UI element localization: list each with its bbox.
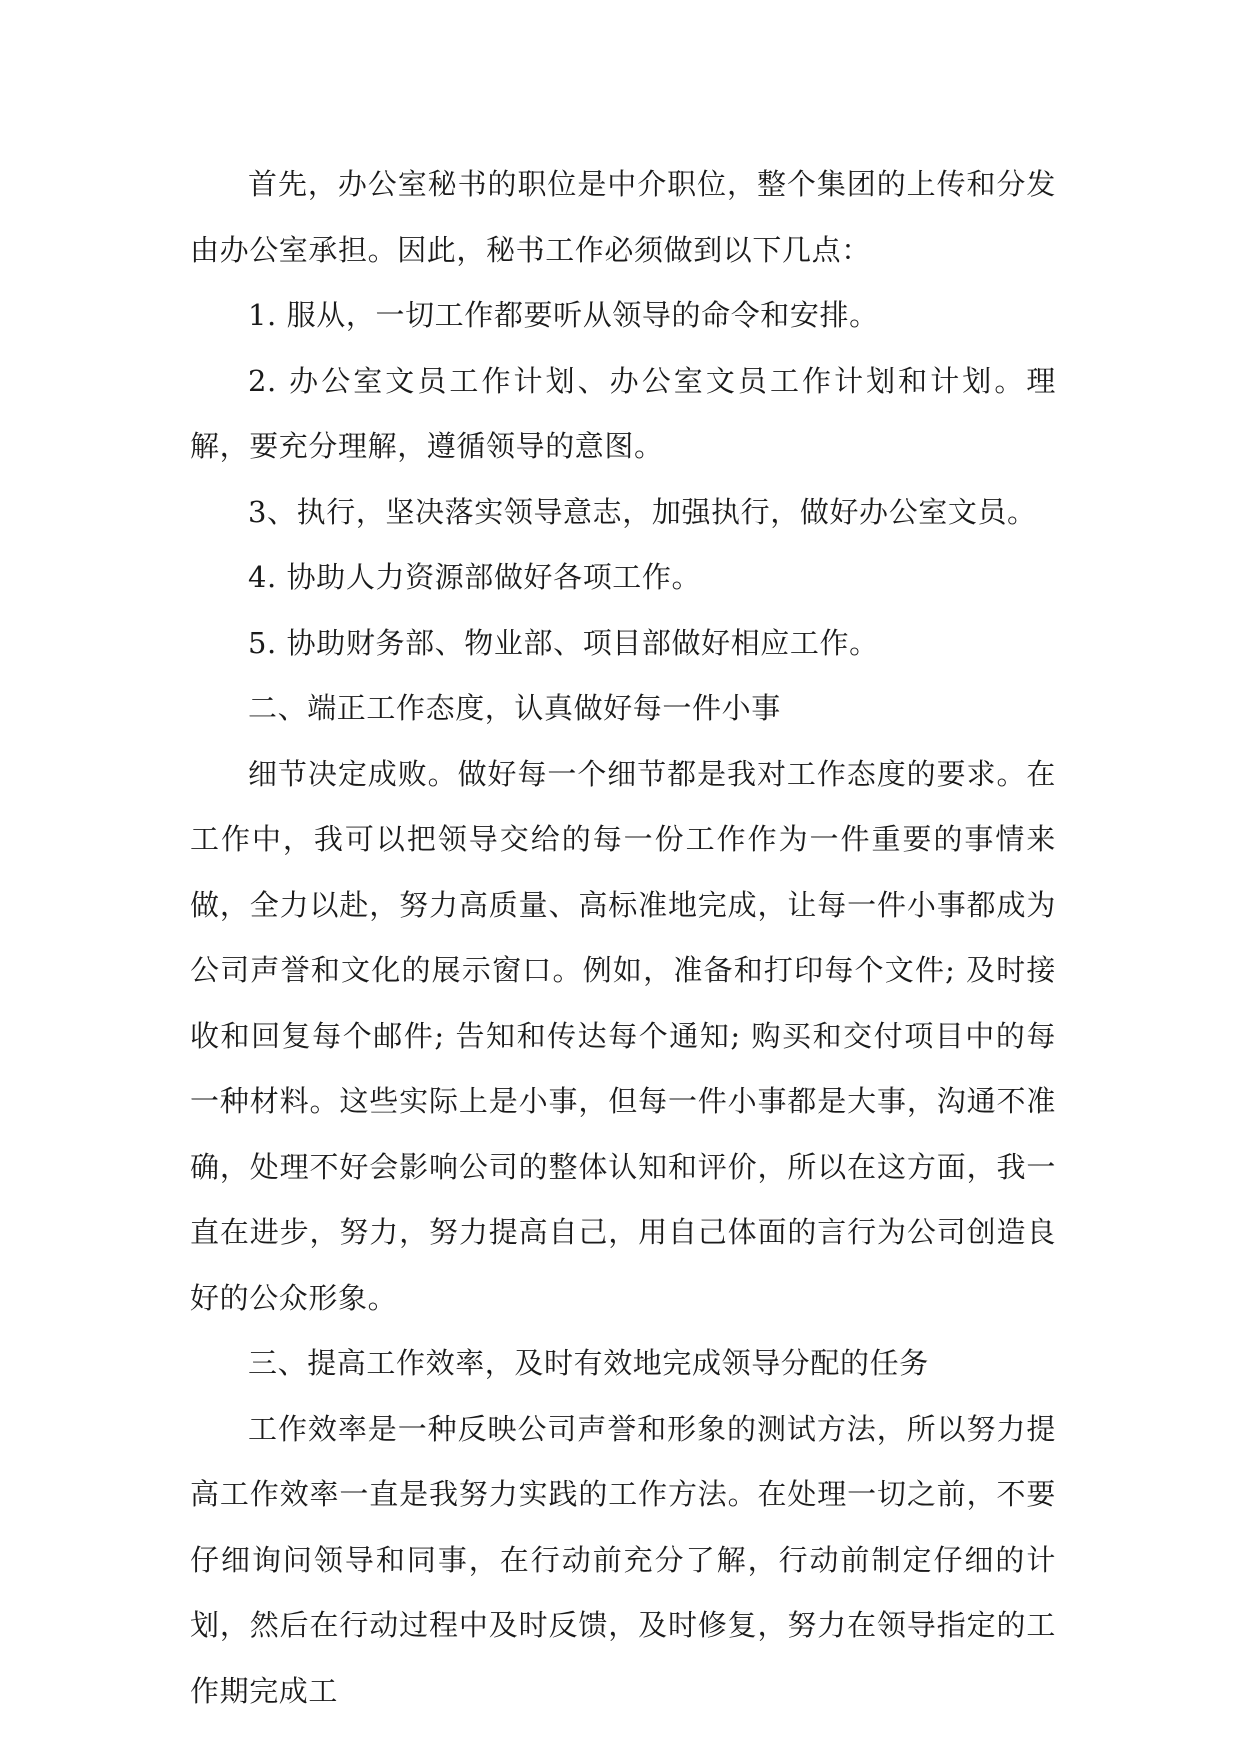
paragraph-item-1: 1. 服从，一切工作都要听从领导的命令和安排。: [248, 298, 879, 332]
paragraph-item-2: 2. 办公室文员工作计划、办公室文员工作计划和计划。理解，要充分理解，遵循领导的意图。: [190, 363, 1056, 463]
paragraph-details: 细节决定成败。做好每一个细节都是我对工作态度的要求。在工作中，我可以把领导交给的每一份工作作为一件重要的事情来做，全力以赴，努力高质量、高标准地完成，让每一件小事都成为公司声誉和文化的展示窗口。例如，准备和打印每个文件; 及时接收和回复每个邮件; 告知和传达每个通知; 购买和交付项目中的每一种材料。这些实际上是小事，但每一件小事都是大事，沟通不准确，处理不好会影响公司的整体认知和评价，所以在这方面，我一直在进步，努力，努力提高自己，用自己体面的言行为公司创造良好的公众形象。: [190, 756, 1056, 1315]
paragraph-item-4: 4. 协助人力资源部做好各项工作。: [248, 560, 702, 594]
paragraph-intro: 首先，办公室秘书的职位是中介职位，整个集团的上传和分发由办公室承担。因此，秘书工作必须做到以下几点：: [190, 167, 1056, 267]
paragraph-item-3: 3、执行，坚决落实领导意志，加强执行，做好办公室文员。: [248, 494, 1037, 529]
document-body: [190, 152, 1056, 1724]
section-heading-2: 二、端正工作态度，认真做好每一件小事: [248, 691, 781, 725]
paragraph-item-5: 5. 协助财务部、物业部、项目部做好相应工作。: [248, 625, 879, 660]
section-heading-3: 三、提高工作效率，及时有效地完成领导分配的任务: [248, 1346, 929, 1380]
paragraph-efficiency: 工作效率是一种反映公司声誉和形象的测试方法，所以努力提高工作效率一直是我努力实践的工作方法。在处理一切之前，不要仔细询问领导和同事，在行动前充分了解，行动前制定仔细的计划，然后在行动过程中及时反馈，及时修复，努力在领导指定的工作期完成工: [190, 1411, 1056, 1708]
